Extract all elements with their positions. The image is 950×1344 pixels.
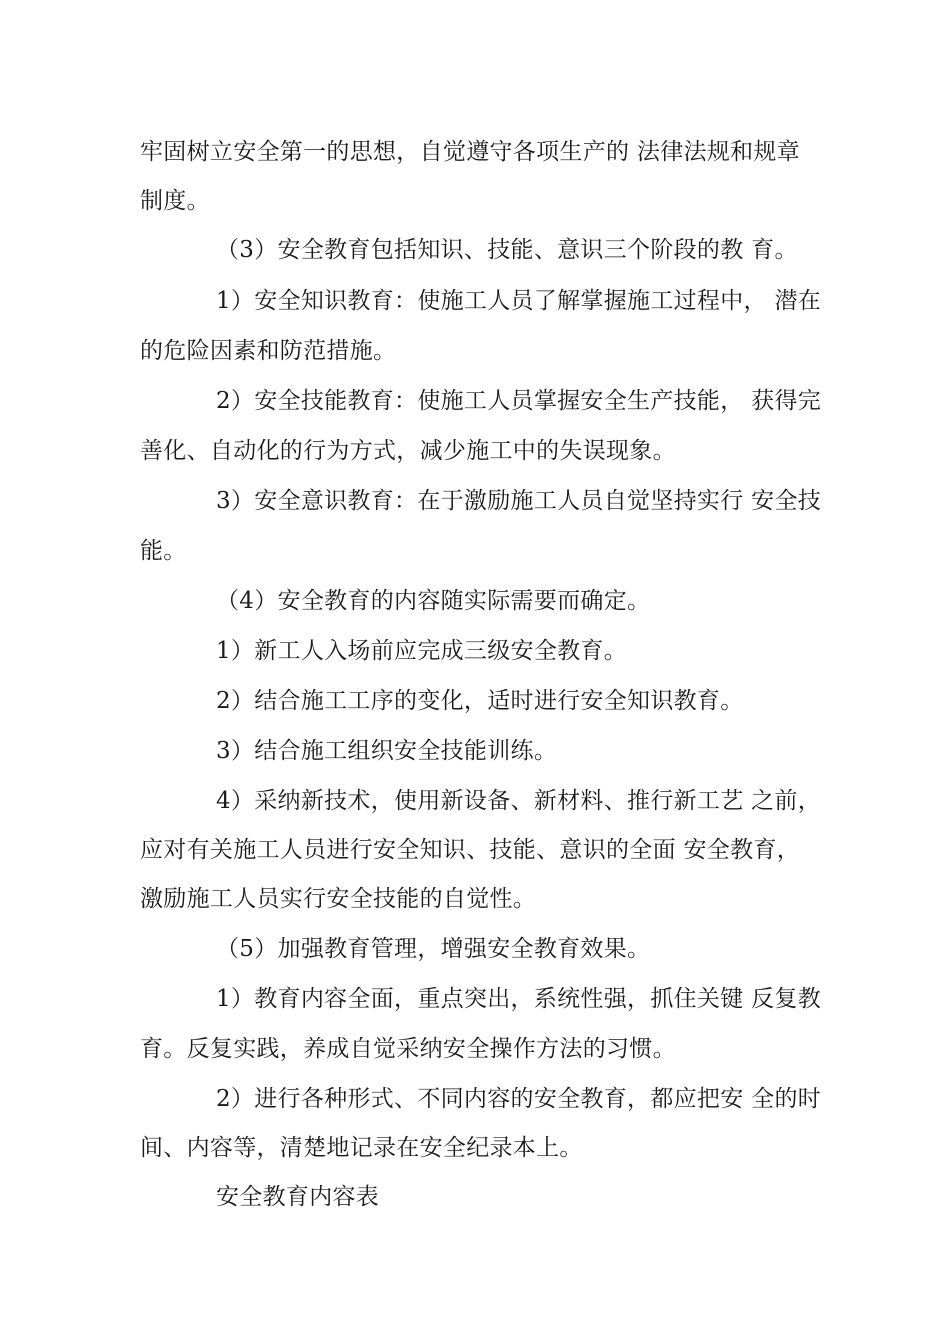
text-line: 牢固树立安全第一的思想，自觉遵守各项生产的 法律法规和规章 [140,139,801,165]
text-line: 2）结合施工工序的变化，适时进行安全知识教育。 [216,688,744,714]
text-line: 4）采纳新技术，使用新设备、新材料、推行新工艺 之前， [216,788,822,814]
text-line: 育。反复实践，养成自觉采纳安全操作方法的习惯。 [140,1036,676,1062]
text-line: 的危险因素和防范措施。 [140,338,397,364]
item-heading-3: （3）安全教育包括知识、技能、意识三个阶段的教 育。 [216,237,798,263]
text-line: 1）安全知识教育：使施工人员了解掌握施工过程中， 潜在 [216,288,822,314]
table-caption: 安全教育内容表 [216,1184,380,1210]
text-line: 善化、自动化的行为方式，减少施工中的失误现象。 [140,438,676,464]
text-line: 3）安全意识教育：在于激励施工人员自觉坚持实行 安全技 [216,488,822,514]
item-heading-5: （5）加强教育管理，增强安全教育效果。 [216,936,651,962]
text-line: 2）安全技能教育：使施工人员掌握安全生产技能， 获得完 [216,388,822,414]
text-line: 2）进行各种形式、不同内容的安全教育，都应把安 全的时 [216,1086,822,1112]
text-line: 能。 [140,538,187,564]
text-line: 1）新工人入场前应完成三级安全教育。 [216,638,628,664]
text-line: 激励施工人员实行安全技能的自觉性。 [140,886,537,912]
text-line: 间、内容等，清楚地记录在安全纪录本上。 [140,1135,583,1161]
text-line: 3）结合施工组织安全技能训练。 [216,738,558,764]
text-line: 1）教育内容全面，重点突出，系统性强，抓住关键 反复教 [216,986,822,1012]
text-line: 制度。 [140,188,210,214]
text-line: 应对有关施工人员进行安全知识、技能、意识的全面 安全教育， [140,837,801,863]
item-heading-4: （4）安全教育的内容随实际需要而确定。 [216,588,651,614]
